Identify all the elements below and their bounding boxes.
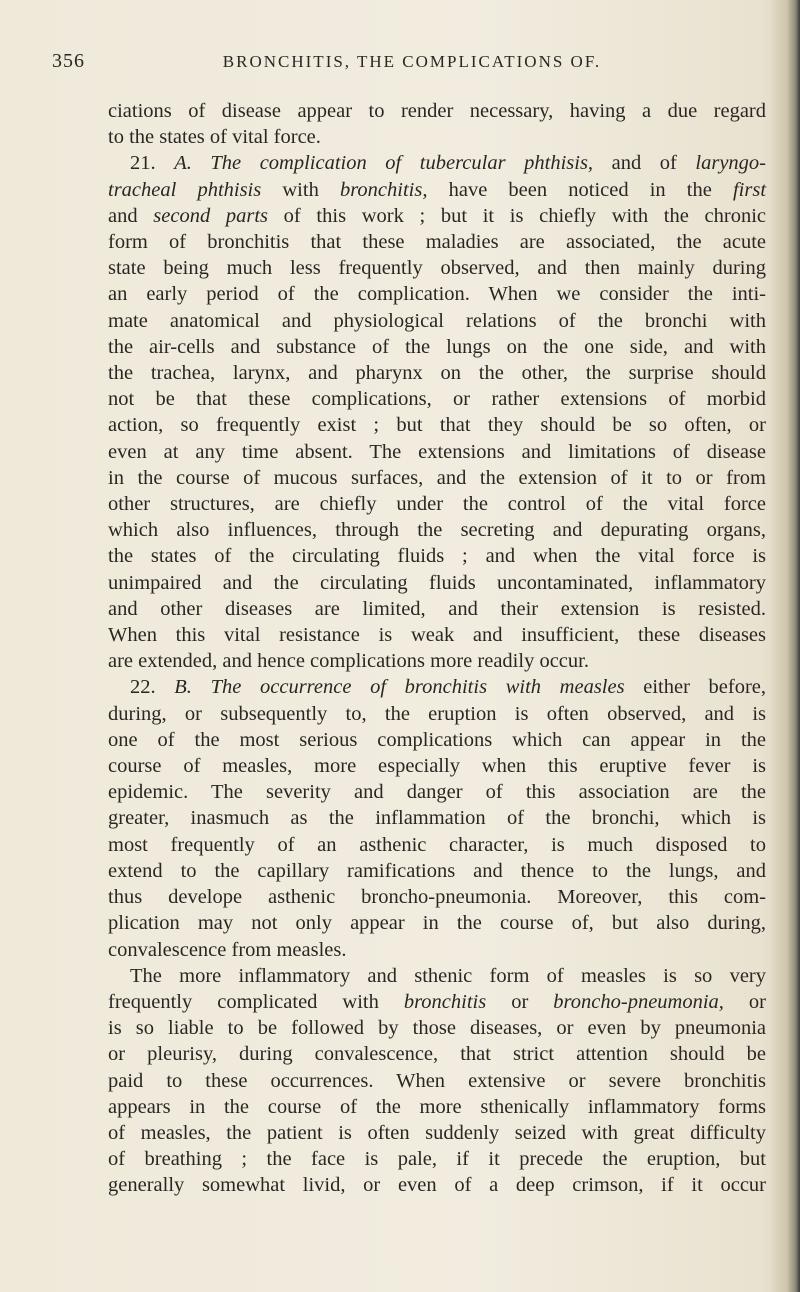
text-line: appears in the course of the more sthenically inflammatory forms bbox=[108, 1095, 766, 1118]
text-line: course of measles, more especially when this eruptive fever is bbox=[108, 755, 766, 778]
text-line: plication may not only appear in the course of, but also during, bbox=[108, 912, 766, 935]
paragraph-start: The more inflammatory and sthenic form of measles is so very bbox=[130, 964, 766, 987]
page-number: 356 bbox=[52, 50, 85, 72]
text-line: the trachea, larynx, and pharynx on the other, the surprise should bbox=[108, 362, 766, 385]
text-line: unimpaired and the circulating fluids uncontaminated, inflammatory bbox=[108, 571, 766, 594]
text-line: extend to the capillary ramifications and thence to the lungs, and bbox=[108, 859, 766, 882]
text-line: of measles, the patient is often suddenly seized with great difficulty bbox=[108, 1121, 766, 1144]
text-line: When this vital resistance is weak and insufficient, these diseases bbox=[108, 624, 766, 647]
text-line: state being much less frequently observed, and then mainly during bbox=[108, 257, 766, 280]
body-text bbox=[108, 98, 766, 1199]
text-line: to the states of vital force. bbox=[108, 126, 321, 149]
text-line: and other diseases are limited, and their extension is resisted. bbox=[108, 597, 766, 620]
page-edge-shadow bbox=[770, 0, 800, 1292]
text-line: thus develope asthenic broncho-pneumonia. Moreover, this com- bbox=[108, 886, 766, 909]
paragraph-21-start: 21. A. The complication of tubercular phthisis, and of laryngo- bbox=[130, 152, 767, 175]
paragraph-22-start: 22. B. The occurrence of bronchitis with measles either before, bbox=[130, 676, 767, 699]
text-line: mate anatomical and physiological relations of the bronchi with bbox=[108, 309, 766, 332]
text-line: form of bronchitis that these maladies are associated, the acute bbox=[108, 231, 766, 254]
text-line: which also influences, through the secreting and depurating organs, bbox=[108, 519, 766, 542]
text-line: generally somewhat livid, or even of a deep crimson, if it occur bbox=[108, 1174, 766, 1197]
text-line: tracheal phthisis with bronchitis, have been noticed in the first bbox=[108, 178, 767, 201]
text-line: paid to these occurrences. When extensive or severe bronchitis bbox=[108, 1069, 766, 1092]
text-line: convalescence from measles. bbox=[108, 938, 347, 961]
text-line: an early period of the complication. When we consider the inti- bbox=[108, 283, 766, 306]
text-line: are extended, and hence complications more readily occur. bbox=[108, 650, 589, 673]
running-title: BRONCHITIS, THE COMPLICATIONS OF. bbox=[222, 52, 602, 71]
text-line: not be that these complications, or rather extensions of morbid bbox=[108, 388, 766, 411]
text-line: ciations of disease appear to render necessary, having a due regard bbox=[108, 100, 766, 122]
text-line: even at any time absent. The extensions and limitations of disease bbox=[108, 440, 766, 463]
text-line: epidemic. The severity and danger of this association are the bbox=[108, 781, 766, 804]
text-line: other structures, are chiefly under the control of the vital force bbox=[108, 493, 766, 516]
text-line: during, or subsequently to, the eruption is often observed, and is bbox=[108, 702, 766, 725]
text-line: one of the most serious complications which can appear in the bbox=[108, 728, 766, 751]
text-line: in the course of mucous surfaces, and the extension of it to or from bbox=[108, 466, 766, 489]
text-line: greater, inasmuch as the inflammation of the bronchi, which is bbox=[108, 807, 766, 830]
text-line: or pleurisy, during convalescence, that strict attention should be bbox=[108, 1043, 766, 1066]
page-header bbox=[52, 50, 772, 80]
text-line: and second parts of this work ; but it is chiefly with the chronic bbox=[108, 204, 766, 227]
text-line: the air-cells and substance of the lungs on the one side, and with bbox=[108, 335, 766, 358]
text-line: frequently complicated with bronchitis or broncho-pneumonia, or bbox=[108, 990, 766, 1013]
text-line: is so liable to be followed by those diseases, or even by pneumonia bbox=[108, 1017, 766, 1040]
text-line: most frequently of an asthenic character, is much disposed to bbox=[108, 833, 766, 856]
text-line: of breathing ; the face is pale, if it precede the eruption, but bbox=[108, 1148, 766, 1171]
text-line: action, so frequently exist ; but that they should be so often, or bbox=[108, 414, 766, 437]
text-line: the states of the circulating fluids ; and when the vital force is bbox=[108, 545, 766, 568]
